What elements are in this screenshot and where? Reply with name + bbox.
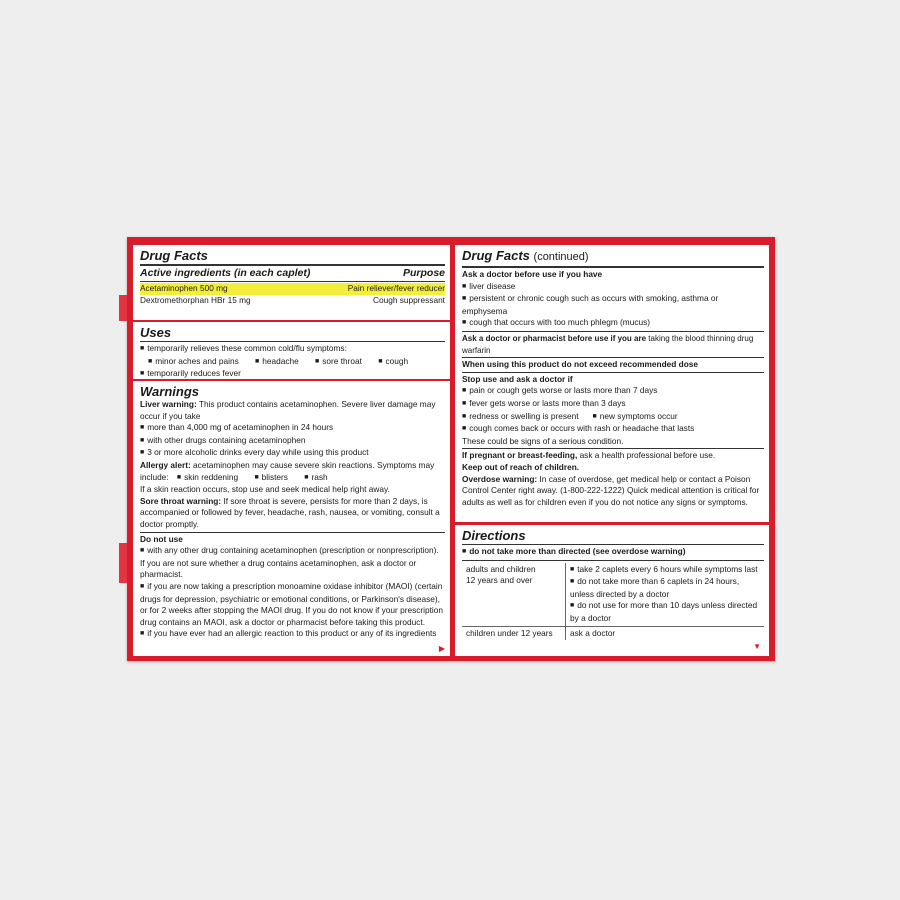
divider bbox=[462, 357, 764, 358]
liver-item: ■ more than 4,000 mg of acetaminophen in 24 hours bbox=[140, 422, 445, 435]
ask-doctor-label: Ask a doctor before use if you have bbox=[462, 269, 603, 279]
dose-item: ■ do not take more than 6 caplets in 24 hours, unless directed by a doctor bbox=[570, 576, 760, 600]
directions-table bbox=[462, 563, 764, 641]
box-tab bbox=[119, 543, 127, 583]
stop-item: ■ fever gets worse or lasts more than 3 days bbox=[462, 398, 764, 411]
symptom-item: ■ sore throat bbox=[315, 356, 362, 366]
allergy-alert-label: Allergy alert: bbox=[140, 459, 191, 470]
divider bbox=[462, 266, 764, 268]
allergy-item: ■ blisters bbox=[254, 472, 288, 482]
allergy-alert-text: acetaminophen may cause severe skin reactions. Symptoms may include: bbox=[140, 459, 435, 482]
symptom-item: ■ headache bbox=[255, 356, 299, 366]
divider bbox=[140, 341, 445, 342]
purpose-header: Purpose bbox=[402, 267, 445, 279]
ingredient-purpose: Cough suppressant bbox=[373, 294, 445, 305]
table-row bbox=[462, 563, 764, 626]
ask-item: ■ persistent or chronic cough such as occurs with smoking, asthma or emphysema bbox=[462, 293, 764, 317]
drug-facts-box bbox=[127, 237, 775, 661]
continue-arrow-icon: ▶ bbox=[438, 644, 445, 653]
symptom-list bbox=[140, 356, 445, 369]
divider bbox=[140, 532, 445, 533]
active-ingredients-header: Active ingredients (in each caplet) bbox=[140, 267, 311, 279]
stop-item: ■ pain or cough gets worse or lasts more than 7 days bbox=[462, 385, 764, 398]
continued-label: (continued) bbox=[533, 251, 589, 263]
dose-item: ■ do not use for more than 10 days unless directed by a doctor bbox=[570, 600, 760, 624]
sore-throat-label: Sore throat warning: bbox=[140, 495, 222, 506]
divider bbox=[462, 331, 764, 332]
allergy-after: If a skin reaction occurs, stop use and seek medical help right away. bbox=[140, 484, 390, 495]
table-row bbox=[462, 626, 764, 640]
ask-item: ■ liver disease bbox=[462, 281, 764, 294]
drug-facts-title: Drug Facts bbox=[462, 248, 530, 263]
liver-item: ■ 3 or more alcoholic drinks every day while using this product bbox=[140, 447, 445, 460]
do-not-use-item: ■ with any other drug containing acetaminophen (prescription or nonprescription). If you are not sure whether a drug contains acetaminophen, ask a doctor or pharmacist. bbox=[140, 545, 445, 581]
drug-facts-title: Drug Facts bbox=[140, 248, 208, 263]
stop-after: These could be signs of a serious condition. bbox=[462, 435, 624, 446]
liver-warning-label: Liver warning: bbox=[140, 399, 197, 409]
uses-intro: ■ temporarily relieves these common cold/flu symptoms: bbox=[140, 343, 445, 356]
pregnant-label: If pregnant or breast-feeding, bbox=[462, 450, 578, 461]
age-group: adults and children bbox=[466, 563, 536, 574]
divider bbox=[140, 281, 445, 282]
do-not-use-label: Do not use bbox=[140, 533, 183, 544]
liver-warning-text: This product contains acetaminophen. Severe liver damage may occur if you take bbox=[140, 399, 436, 421]
ingredient-name: Dextromethorphan HBr 15 mg bbox=[140, 294, 251, 305]
directions-main: ■ do not take more than directed (see overdose warning) bbox=[462, 546, 764, 559]
continue-arrow-icon: ▼ bbox=[753, 642, 761, 651]
ask-item: ■ cough that occurs with too much phlegm (mucus) bbox=[462, 317, 764, 330]
age-group: children under 12 years bbox=[462, 626, 566, 640]
directions-title: Directions bbox=[462, 528, 526, 543]
when-using-label: When using this product do not exceed recommended dose bbox=[462, 359, 699, 370]
stop-use-label: Stop use and ask a doctor if bbox=[462, 373, 573, 384]
box-tab bbox=[119, 295, 127, 321]
uses-panel bbox=[133, 322, 450, 379]
dose-item: ■ take 2 caplets every 6 hours while symptoms last bbox=[570, 564, 760, 577]
divider bbox=[140, 264, 445, 266]
dose-item: ask a doctor bbox=[566, 626, 765, 640]
allergy-item: ■ rash bbox=[304, 472, 327, 482]
ingredient-row bbox=[140, 283, 445, 295]
ingredient-purpose: Pain reliever/fever reducer bbox=[347, 283, 445, 293]
uses-line: ■ temporarily reduces fever bbox=[140, 368, 445, 379]
stop-item: ■ new symptoms occur bbox=[593, 411, 678, 421]
warnings-title: Warnings bbox=[140, 384, 199, 399]
overdose-text: In case of overdose, get medical help or contact a Poison Control Center right away. (1-800-222-1222) Quick medical attention is critical for adults as well as for children even if you do not notice any signs or symptoms. bbox=[462, 473, 760, 507]
symptom-item: ■ minor aches and pains bbox=[148, 356, 239, 366]
do-not-use-item: ■ if you have ever had an allergic reaction to this product or any of its ingredients bbox=[140, 628, 445, 641]
overdose-label: Overdose warning: bbox=[462, 473, 538, 484]
allergy-item: ■ skin reddening bbox=[177, 472, 238, 482]
active-ingredients-panel bbox=[133, 245, 450, 320]
stop-item: ■ cough comes back or occurs with rash or headache that lasts bbox=[462, 423, 764, 436]
keep-out-label: Keep out of reach of children. bbox=[462, 461, 580, 472]
divider bbox=[462, 448, 764, 449]
divider bbox=[462, 560, 764, 561]
symptom-item: ■ cough bbox=[378, 356, 408, 366]
stop-item: ■ redness or swelling is present bbox=[462, 411, 579, 421]
table-cell bbox=[462, 563, 566, 626]
ask-pharmacist-label: Ask a doctor or pharmacist before use if you are bbox=[462, 333, 647, 343]
ingredient-name: Acetaminophen 500 mg bbox=[140, 283, 228, 293]
age-group: 12 years and over bbox=[466, 575, 533, 586]
divider bbox=[462, 372, 764, 373]
divider bbox=[462, 544, 764, 545]
drug-facts-continued-panel bbox=[455, 245, 769, 522]
do-not-use-item: ■ if you are now taking a prescription monoamine oxidase inhibitor (MAOI) (certain drugs for depression, psychiatric or emotional conditions, or Parkinson's disease), or for 2 weeks after stopping the MAOI drug. If you do not know if your prescription drug contains an MAOI, ask a doctor or pharmacist before taking this product. bbox=[140, 581, 445, 628]
ingredient-row bbox=[140, 295, 445, 307]
warnings-panel bbox=[133, 381, 450, 656]
uses-title: Uses bbox=[140, 325, 172, 340]
table-cell bbox=[566, 563, 765, 626]
sore-throat-text: If sore throat is severe, persists for more than 2 days, is accompanied or followed by fever, headache, rash, nausea, or vomiting, consult a doctor promptly. bbox=[140, 495, 440, 529]
ask-pharmacist-text: taking the blood thinning drug warfarin bbox=[462, 333, 754, 355]
pregnant-text: ask a health professional before use. bbox=[579, 450, 716, 461]
directions-panel bbox=[455, 525, 769, 656]
liver-item: ■ with other drugs containing acetaminophen bbox=[140, 435, 445, 448]
